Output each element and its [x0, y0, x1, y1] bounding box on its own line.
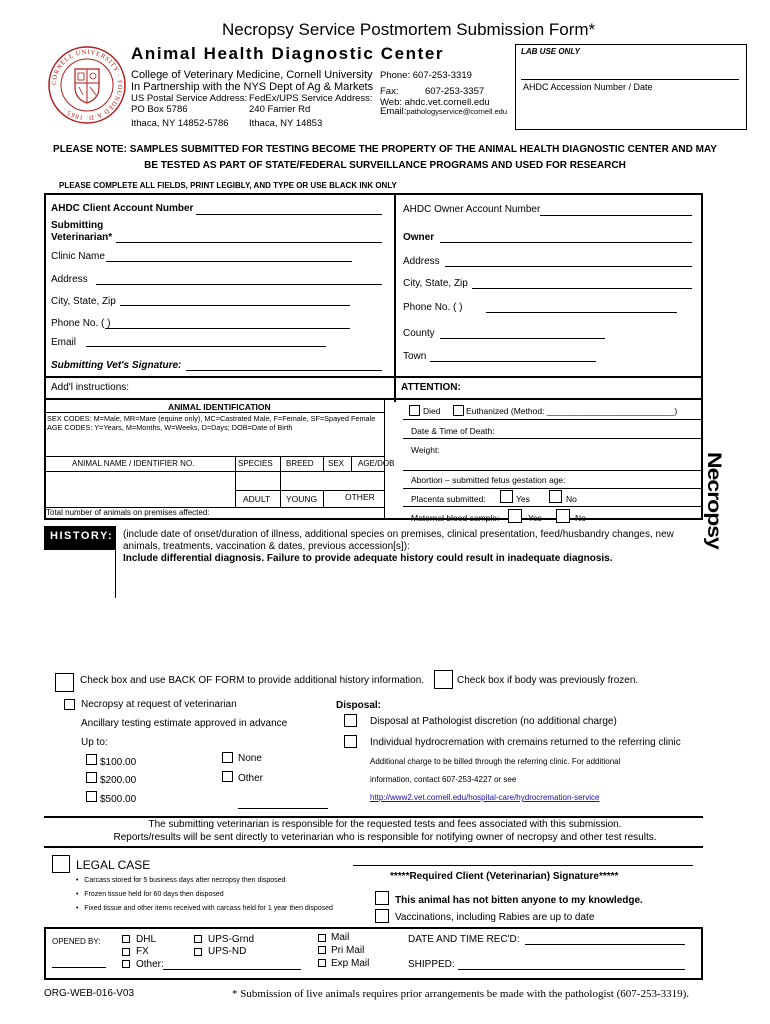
placenta-no-label: No — [566, 494, 577, 504]
client-account-label: AHDC Client Account Number — [51, 203, 194, 214]
opened-by-field[interactable] — [52, 967, 106, 968]
opened-by-label: OPENED BY: — [52, 937, 101, 946]
other-carrier-field[interactable] — [163, 969, 301, 970]
fax-label: Fax: — [380, 86, 399, 97]
partnership-line: In Partnership with the NYS Dept of Ag & Markets — [131, 81, 374, 93]
fax-value: 607-253-3357 — [425, 86, 485, 97]
vet-email-label: Email — [51, 337, 77, 348]
amt200-checkbox[interactable] — [86, 772, 97, 783]
veterinarian-field[interactable] — [116, 242, 382, 243]
placenta-label: Placenta submitted: — [411, 494, 486, 504]
web-info: Web: ahdc.vet.cornell.edu — [380, 97, 490, 108]
vet-city-field[interactable] — [120, 305, 350, 306]
other-option[interactable]: OTHER — [345, 492, 375, 502]
notice-line1: PLEASE NOTE: SAMPLES SUBMITTED FOR TESTING BECOME THE PROPERTY OF THE ANIMAL HEALTH DIAGNOSTIC CENTER AND MAY — [53, 144, 717, 155]
weight-label: Weight: — [411, 445, 440, 455]
client-account-field[interactable] — [196, 214, 382, 215]
other-amount-checkbox[interactable] — [222, 771, 233, 782]
owner-account-label: AHDC Owner Account Number — [403, 204, 541, 215]
phone-info: Phone: 607-253-3319 — [380, 70, 472, 81]
cornell-seal-logo — [47, 45, 127, 125]
seal-ring-text: CORNELL UNIVERSITY · FOUNDED A.D. 1865 · — [50, 48, 124, 122]
email-info: Email:pathologyservice@cornell.edu — [380, 106, 507, 117]
died-label: Died — [423, 406, 441, 416]
vet-address-label: Address — [51, 274, 88, 285]
pathologist-disposal-checkbox[interactable] — [344, 714, 357, 727]
dhl-checkbox[interactable] — [122, 935, 130, 943]
amt100-label: $100.00 — [100, 757, 137, 768]
vet-email-field[interactable] — [86, 346, 326, 347]
legal-case-label: LEGAL CASE — [76, 858, 151, 872]
other-amount-label: Other — [238, 773, 264, 784]
hydrocremation-link[interactable]: http://www2.vet.cornell.edu/hospital-care/hydrocremation-service — [370, 793, 600, 802]
abortion-label: Abortion – submitted fetus gestation age: — [411, 475, 566, 485]
notice-line2: BE TESTED AS PART OF STATE/FEDERAL SURVEILLANCE PROGRAMS AND USED FOR RESEARCH — [144, 160, 626, 171]
footer-note: * Submission of live animals requires prior arrangements be made with the pathologist (607-253-3319). — [232, 988, 690, 1000]
hydro-contact-text: information, contact 607-253-4227 or see — [370, 775, 517, 784]
date-received-field[interactable] — [525, 944, 685, 945]
other-carrier-checkbox[interactable] — [122, 960, 130, 968]
hydrocremation-label: Individual hydrocremation with cremains returned to the referring clinic — [370, 737, 681, 748]
form-code: ORG-WEB-016-V03 — [44, 988, 135, 999]
placenta-no-checkbox[interactable] — [549, 490, 562, 503]
col-sex: SEX — [328, 459, 345, 468]
age-codes: AGE CODES: Y=Years, M=Months, W=Weeks, D=Days; DOB=Date of Birth — [47, 423, 293, 432]
amt500-label: $500.00 — [100, 794, 137, 805]
owner-account-field[interactable] — [540, 215, 692, 216]
fedex-line1: 240 Farrier Rd — [249, 104, 311, 115]
none-checkbox[interactable] — [222, 752, 233, 763]
legal-item-1: • Carcass stored for 5 business days after necropsy then disposed — [76, 877, 286, 884]
col-breed: BREED — [286, 459, 314, 468]
owner-phone-label: Phone No. ( ) — [403, 302, 463, 313]
legal-item-2: • Frozen tissue held for 60 days then disposed — [76, 891, 224, 898]
fedex-label: FedEx/UPS Service Address: — [249, 93, 373, 104]
college-line: College of Veterinary Medicine, Cornell University — [131, 69, 373, 81]
org-name: Animal Health Diagnostic Center — [131, 44, 445, 63]
maternal-yes-label: Yes — [528, 513, 542, 523]
amt100-checkbox[interactable] — [86, 754, 97, 765]
disposal-heading: Disposal: — [336, 700, 382, 711]
shipped-label: SHIPPED: — [408, 959, 455, 970]
history-label: HISTORY: — [50, 530, 114, 542]
owner-address-label: Address — [403, 256, 440, 267]
not-bitten-label: This animal has not bitten anyone to my knowledge. — [395, 895, 643, 906]
attention-label: ATTENTION: — [401, 382, 461, 393]
submitting-label: Submitting — [51, 220, 104, 231]
adult-option[interactable]: ADULT — [243, 494, 271, 504]
not-bitten-checkbox[interactable] — [375, 891, 389, 905]
mail-label: Mail — [331, 932, 350, 943]
owner-city-field[interactable] — [472, 288, 692, 289]
fedex-line2: Ithaca, NY 14853 — [249, 118, 323, 129]
fx-checkbox[interactable] — [122, 948, 130, 956]
vaccinations-checkbox[interactable] — [375, 909, 389, 923]
history-text1: (include date of onset/duration of illness, additional species on premises, clinical presentation, feed/husbandry changes, new — [123, 529, 674, 540]
addl-instructions-label: Add'l instructions: — [51, 382, 130, 393]
shipped-field[interactable] — [458, 969, 685, 970]
none-label: None — [238, 753, 262, 764]
ups-nd-label: UPS-ND — [208, 946, 247, 957]
total-animals-label: Total number of animals on premises affected: — [46, 508, 210, 517]
legal-case-checkbox[interactable] — [52, 855, 70, 873]
legal-item-3: • Fixed tissue and other items received with carcass held for 1 year then disposed — [76, 905, 333, 912]
usps-label: US Postal Service Address: — [131, 93, 248, 104]
young-option[interactable]: YOUNG — [286, 494, 318, 504]
vet-city-label: City, State, Zip — [51, 296, 116, 307]
owner-phone-field[interactable] — [486, 312, 677, 313]
owner-city-label: City, State, Zip — [403, 278, 468, 289]
clinic-name-label: Clinic Name — [51, 251, 105, 262]
pri-mail-checkbox[interactable] — [318, 946, 326, 954]
amt200-label: $200.00 — [100, 775, 137, 786]
veterinarian-label: Veterinarian* — [51, 232, 113, 243]
ups-grnd-checkbox[interactable] — [194, 935, 202, 943]
at-request-label: Necropsy at request of veterinarian — [81, 699, 237, 710]
at-request-checkbox[interactable] — [64, 699, 75, 710]
responsibility-line1: The submitting veterinarian is responsible for the requested tests and fees associated with this submission. — [148, 819, 622, 830]
date-time-death-label: Date & Time of Death: — [411, 426, 495, 436]
town-field[interactable] — [430, 361, 596, 362]
fx-label: FX — [136, 946, 149, 957]
maternal-no-checkbox[interactable] — [556, 509, 570, 523]
required-signature-label: *****Required Client (Veterinarian) Signature***** — [390, 871, 619, 882]
vet-signature-label: Submitting Vet's Signature: — [51, 360, 182, 371]
placenta-yes-label: Yes — [516, 494, 530, 504]
sex-codes: SEX CODES: M=Male, MR=Mare (equine only), MC=Castrated Male, F=Female, SF=Spayed Female — [47, 414, 376, 423]
county-field[interactable] — [440, 338, 605, 339]
ups-grnd-label: UPS-Grnd — [208, 934, 255, 945]
mail-checkbox[interactable] — [318, 934, 326, 942]
history-text3: Include differential diagnosis. Failure to provide adequate history could result in inadequate diagnosis. — [123, 553, 613, 564]
owner-label: Owner — [403, 232, 435, 243]
usps-line2: Ithaca, NY 14852-5786 — [131, 118, 229, 129]
exp-mail-label: Exp Mail — [331, 958, 370, 969]
client-signature-field[interactable] — [353, 865, 693, 866]
vet-phone-field[interactable] — [105, 328, 350, 329]
previously-frozen-label: Check box if body was previously frozen. — [457, 675, 639, 686]
amt500-checkbox[interactable] — [86, 791, 97, 802]
col-animal-name: ANIMAL NAME / IDENTIFIER NO. — [72, 459, 195, 468]
back-of-form-checkbox[interactable] — [55, 673, 74, 692]
lab-use-only-label: LAB USE ONLY — [521, 47, 580, 56]
owner-address-field[interactable] — [445, 266, 692, 267]
vet-phone-label: Phone No. ( ) — [51, 318, 111, 329]
ups-nd-checkbox[interactable] — [194, 948, 202, 956]
responsibility-line2: Reports/results will be sent directly to veterinarian who is responsible for notifying owner of necropsy and other test results. — [113, 832, 657, 843]
history-text2: animals, treatments, vaccination & dates, previous accession[s]): — [123, 541, 410, 552]
pathologist-disposal-label: Disposal at Pathologist discretion (no additional charge) — [370, 716, 617, 727]
history-textarea[interactable] — [123, 570, 693, 665]
maternal-yes-checkbox[interactable] — [508, 509, 522, 523]
other-amount-field[interactable] — [238, 808, 328, 809]
instructions-line: PLEASE COMPLETE ALL FIELDS, PRINT LEGIBLY, AND TYPE OR USE BLACK INK ONLY — [59, 181, 397, 190]
hydrocremation-checkbox[interactable] — [344, 735, 357, 748]
necropsy-side-label: Necropsy — [703, 452, 727, 549]
placenta-yes-checkbox[interactable] — [500, 490, 513, 503]
date-received-label: DATE AND TIME REC'D: — [408, 934, 520, 945]
maternal-no-label: No — [575, 513, 586, 523]
hydro-charge-text: Additional charge to be billed through the referring clinic. For additional — [370, 757, 621, 766]
county-label: County — [403, 328, 435, 339]
vet-address-field[interactable] — [96, 284, 382, 285]
exp-mail-checkbox[interactable] — [318, 959, 326, 967]
euthanized-label: Euthanized (Method: ___________________________) — [466, 406, 678, 416]
animal-id-heading: ANIMAL IDENTIFICATION — [168, 402, 271, 412]
form-title: Necropsy Service Postmortem Submission Form* — [222, 20, 596, 39]
town-label: Town — [403, 351, 427, 362]
other-carrier-label: Other: — [136, 959, 164, 970]
usps-line1: PO Box 5786 — [131, 104, 188, 115]
col-species: SPECIES — [238, 459, 273, 468]
up-to-label: Up to: — [81, 737, 108, 748]
dhl-label: DHL — [136, 934, 157, 945]
pri-mail-label: Pri Mail — [331, 945, 365, 956]
clinic-name-field[interactable] — [106, 261, 352, 262]
vet-signature-field[interactable] — [186, 370, 382, 371]
owner-field[interactable] — [440, 242, 692, 243]
accession-label: AHDC Accession Number / Date — [523, 82, 653, 92]
col-age: AGE/DOB — [358, 459, 395, 468]
previously-frozen-checkbox[interactable] — [434, 670, 453, 689]
maternal-label: Maternal blood sample: — [411, 513, 500, 523]
died-checkbox[interactable] — [409, 405, 420, 416]
back-of-form-label: Check box and use BACK OF FORM to provide additional history information. — [80, 675, 425, 686]
vaccinations-label: Vaccinations, including Rabies are up to date — [395, 912, 595, 923]
ancillary-label: Ancillary testing estimate approved in advance — [81, 718, 288, 729]
euthanized-checkbox[interactable] — [453, 405, 464, 416]
